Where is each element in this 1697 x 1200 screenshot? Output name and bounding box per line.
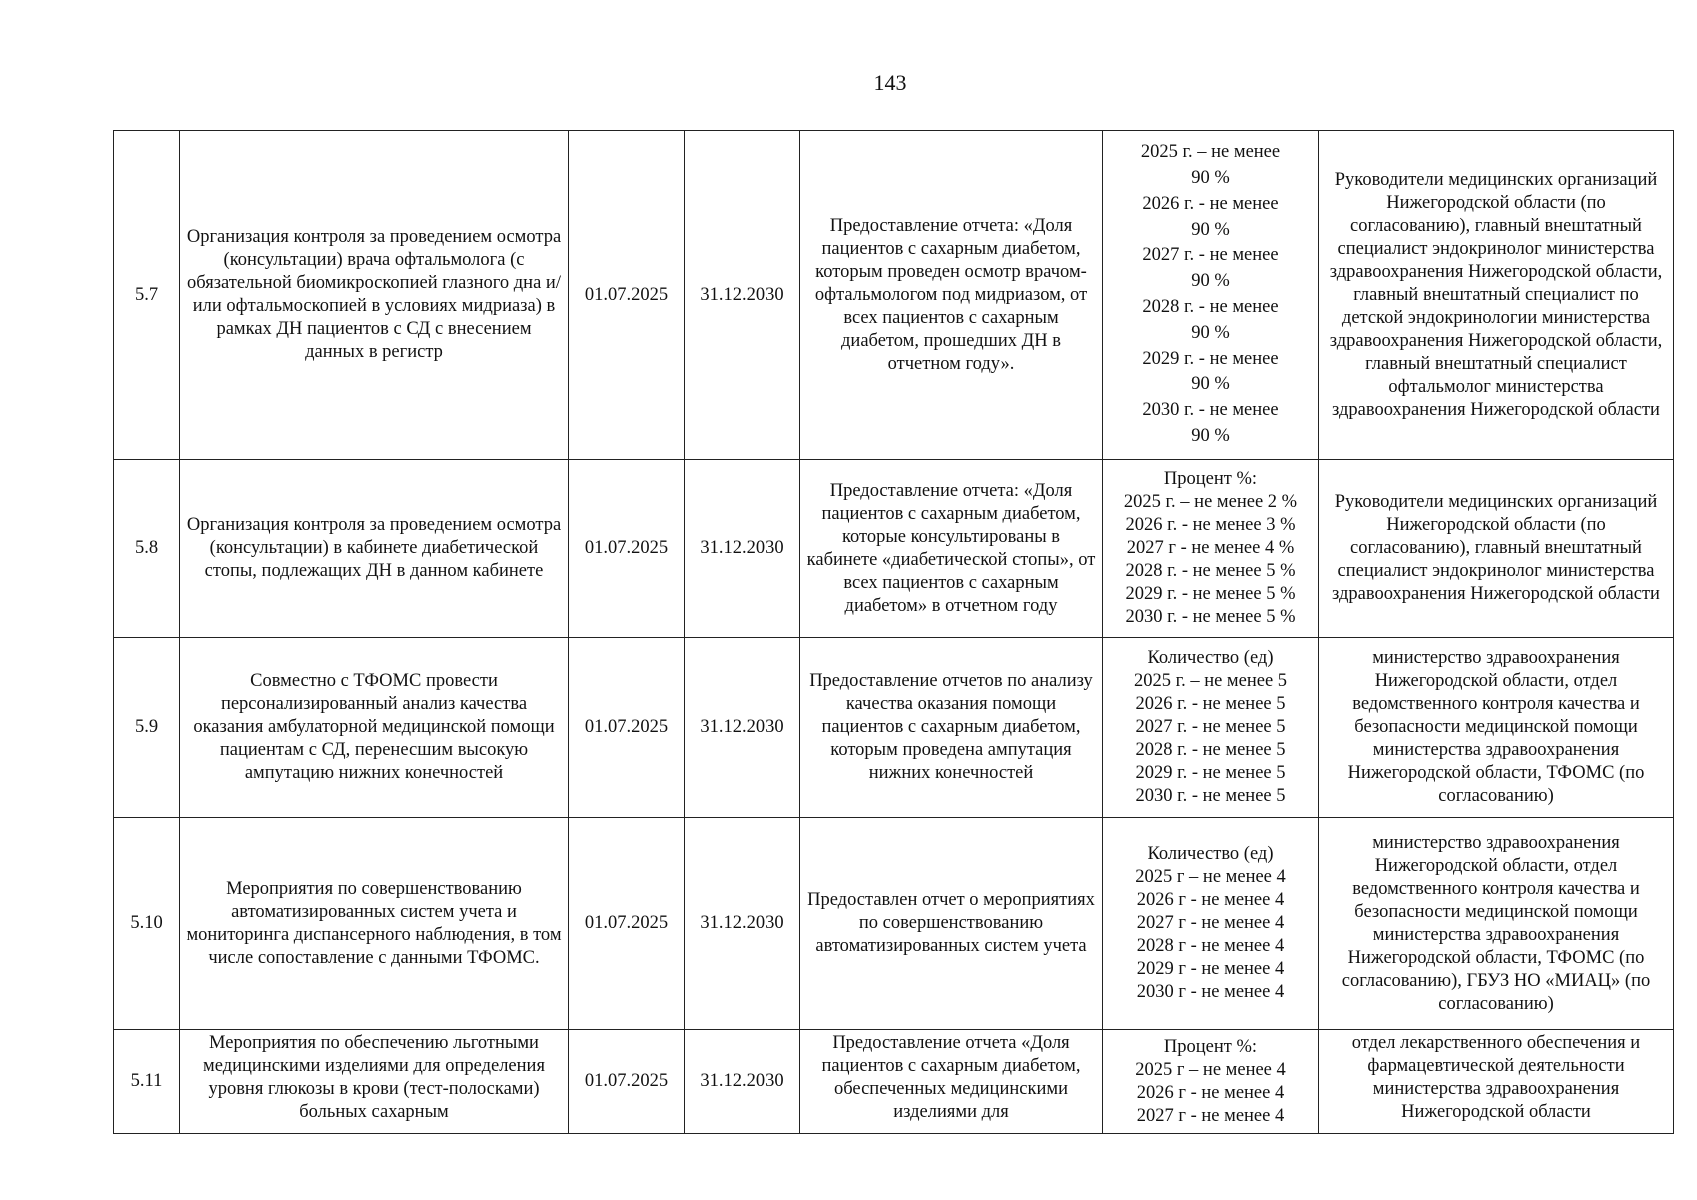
start-date: 01.07.2025 [569, 1030, 685, 1134]
indicator-line: 90 % [1191, 271, 1230, 292]
row-number: 5.9 [114, 638, 180, 818]
activity-cell: Мероприятия по совершенствованию автоматизированных систем учета и мониторинга диспансерного наблюдения, в том числе сопоставление с данными ТФОМС. [180, 818, 569, 1030]
end-date: 31.12.2030 [685, 460, 800, 638]
indicator-line: 2025 г. – не менее 2 % [1123, 492, 1298, 512]
end-date: 31.12.2030 [685, 818, 800, 1030]
result-cell: Предоставление отчетов по анализу качества оказания помощи пациентов с сахарным диабетом, которым проведена ампутация нижних конечностей [800, 638, 1103, 818]
page-number: 143 [873, 70, 907, 95]
indicator-line: 90 % [1191, 322, 1230, 343]
activity-cell [180, 1030, 569, 1134]
indicator-line: 90 % [1191, 425, 1230, 446]
indicators-cell [1103, 460, 1319, 638]
end-date: 31.12.2030 [685, 638, 800, 818]
responsible-cell: Руководители медицинских организаций Нижегородской области (по согласованию), главный внештатный специалист эндокринолог министерства здравоохранения Нижегородской области, главный внештатный специалист по детской эндокринологии министерства здравоохранения Нижегородской области, главный внештатный специалист офтальмолог министерства здравоохранения Нижегородской области [1319, 131, 1674, 460]
indicator-line: Процент %: [1163, 469, 1258, 489]
responsible-cell [1319, 1030, 1674, 1134]
responsible-cell: министерство здравоохранения Нижегородской области, отдел ведомственного контроля качества и безопасности медицинской помощи министерства здравоохранения Нижегородской области, ТФОМС (по согласованию) [1319, 638, 1674, 818]
activity-cell: Организация контроля за проведением осмотра (консультации) в кабинете диабетической стопы, подлежащих ДН в данном кабинете [180, 460, 569, 638]
indicator-line: 2026 г. - не менее [1142, 193, 1279, 214]
result-cell: Предоставлен отчет о мероприятиях по совершенствованию автоматизированных систем учета [800, 818, 1103, 1030]
activity-cell: Организация контроля за проведением осмотра (консультации) врача офтальмолога (с обязательной биомикроскопией глазного дна и/или офтальмоскопией в условиях мидриаза) в рамках ДН пациентов с СД с внесением данных в регистр [180, 131, 569, 460]
activity-text: Мероприятия по обеспечению льготными медицинскими изделиями для определения уровня глюкозы в крови (тест-полосками) больных сахарным [203, 1032, 545, 1122]
indicator-line: 2025 г – не менее 4 [1135, 867, 1286, 887]
indicator-line: 2029 г. - не менее 5 [1135, 763, 1286, 783]
indicator-line: 2028 г. - не менее 5 % [1125, 561, 1296, 581]
indicator-line: 2028 г. - не менее 5 [1135, 740, 1286, 760]
indicator-line: 2030 г. - не менее 5 [1135, 786, 1286, 806]
indicator-line: 2029 г. - не менее [1142, 348, 1279, 369]
start-date: 01.07.2025 [569, 131, 685, 460]
activity-cell: Совместно с ТФОМС провести персонализированный анализ качества оказания амбулаторной медицинской помощи пациентам с СД, перенесшим высокую ампутацию нижних конечностей [180, 638, 569, 818]
indicator-line: Количество (ед) [1147, 844, 1274, 864]
result-cell: Предоставление отчета: «Доля пациентов с сахарным диабетом, которым проведен осмотр врачом-офтальмологом под мидриазом, от всех пациентов с сахарным диабетом, прошедших ДН в отчетном году». [800, 131, 1103, 460]
indicators-cell [1103, 818, 1319, 1030]
responsible-text: отдел лекарственного обеспечения и фармацевтической деятельности министерства здравоохранения Нижегородской области [1351, 1032, 1641, 1122]
end-date: 31.12.2030 [685, 1030, 800, 1134]
table-row [114, 638, 1674, 818]
row-number: 5.11 [114, 1030, 180, 1134]
indicator-line: 2029 г - не менее 4 [1136, 959, 1285, 979]
indicators-cell [1103, 638, 1319, 818]
indicator-line: 2029 г. - не менее 5 % [1125, 584, 1296, 604]
table-row [114, 1030, 1674, 1134]
indicator-line: 2025 г. – не менее [1140, 142, 1281, 163]
indicator-line: 2027 г - не менее 4 [1136, 1105, 1285, 1126]
start-date: 01.07.2025 [569, 460, 685, 638]
result-text: Предоставление отчета «Доля пациентов с сахарным диабетом, обеспеченных медицинскими изделиями для [821, 1032, 1081, 1122]
indicator-line: 2030 г. - не менее 5 % [1125, 607, 1296, 627]
indicator-line: 2030 г - не менее 4 [1136, 982, 1285, 1002]
indicator-line: 2028 г - не менее 4 [1136, 936, 1285, 956]
start-date: 01.07.2025 [569, 818, 685, 1030]
end-date: 31.12.2030 [685, 131, 800, 460]
indicator-line: 2025 г – не менее 4 [1135, 1059, 1286, 1080]
indicator-line: Процент %: [1163, 1036, 1258, 1057]
indicator-line: 90 % [1191, 168, 1230, 189]
indicator-line: 2026 г. - не менее 3 % [1125, 515, 1296, 535]
responsible-cell: Руководители медицинских организаций Нижегородской области (по согласованию), главный внештатный специалист эндокринолог министерства здравоохранения Нижегородской области [1319, 460, 1674, 638]
indicator-line: 90 % [1191, 219, 1230, 240]
start-date: 01.07.2025 [569, 638, 685, 818]
indicators-cell [1103, 131, 1319, 460]
indicator-line: 2028 г. - не менее [1142, 297, 1279, 317]
table-row [114, 131, 1674, 460]
result-cell [800, 1030, 1103, 1134]
indicator-line: 2026 г. - не менее 5 [1135, 694, 1286, 714]
indicator-line: 90 % [1191, 374, 1230, 395]
indicator-line: 2030 г. - не менее [1142, 400, 1279, 421]
row-number: 5.10 [114, 818, 180, 1030]
indicator-line: 2027 г - не менее 4 % [1126, 538, 1295, 558]
result-cell: Предоставление отчета: «Доля пациентов с сахарным диабетом, которые консультированы в кабинете «диабетической стопы», от всех пациентов с сахарным диабетом» в отчетном году [800, 460, 1103, 638]
indicator-line: 2025 г. – не менее 5 [1133, 671, 1288, 691]
row-number: 5.7 [114, 131, 180, 460]
table-row [114, 818, 1674, 1030]
indicator-line: 2026 г - не менее 4 [1136, 890, 1285, 910]
indicator-line: 2027 г. - не менее [1142, 245, 1279, 266]
row-number: 5.8 [114, 460, 180, 638]
indicator-line: 2026 г - не менее 4 [1136, 1082, 1285, 1103]
indicator-line: 2027 г. - не менее 5 [1135, 717, 1286, 737]
indicators-cell [1103, 1030, 1319, 1134]
indicator-line: Количество (ед) [1147, 648, 1274, 668]
activities-table [113, 130, 1674, 1134]
indicator-line: 2027 г - не менее 4 [1136, 913, 1285, 933]
table-row [114, 460, 1674, 638]
responsible-cell: министерство здравоохранения Нижегородской области, отдел ведомственного контроля качества и безопасности медицинской помощи министерства здравоохранения Нижегородской области, ТФОМС (по согласованию), ГБУЗ НО «МИАЦ» (по согласованию) [1319, 818, 1674, 1030]
